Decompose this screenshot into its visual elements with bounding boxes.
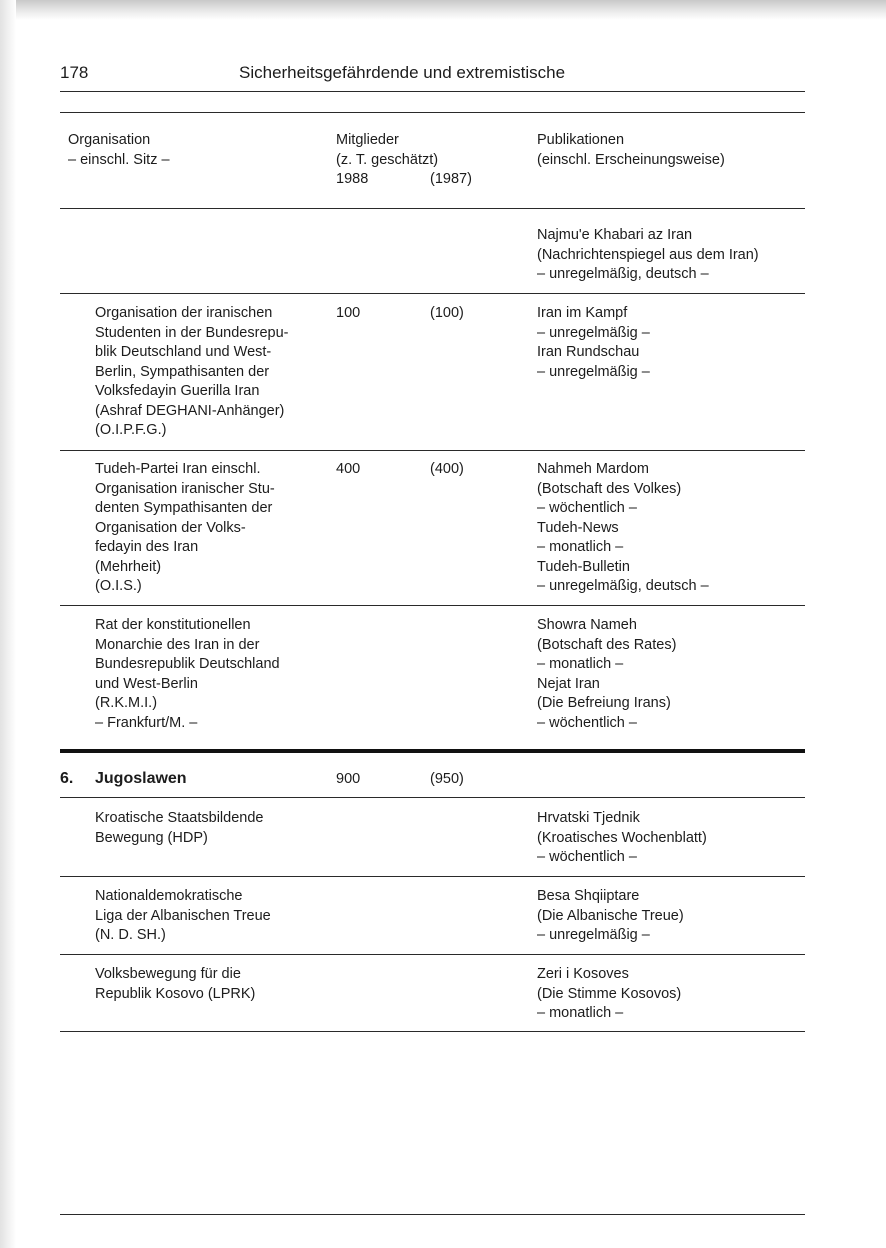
section-members-1988: 900: [336, 771, 361, 787]
running-title: Sicherheitsgefährdende und extremistische: [239, 63, 566, 82]
header-bottom-rule: [60, 208, 805, 209]
row-rule: [60, 450, 805, 451]
row-rule: [60, 605, 805, 606]
section-divider: [60, 749, 805, 753]
table-bottom-rule: [60, 1031, 805, 1032]
publication-cell: Zeri i Kosoves (Die Stimme Kosovos) – monatlich –: [537, 966, 682, 1021]
section-title: Jugoslawen: [95, 770, 187, 787]
page-number: 178: [60, 63, 89, 82]
members-1987-cell: (400): [430, 461, 464, 477]
members-1987-cell: (100): [430, 305, 464, 321]
organisation-cell: Rat der konstitutionellen Monarchie des Iran in der Bundesrepublik Deutschland und West-Berlin (R.K.M.I.) – Frankfurt/M. –: [95, 617, 280, 731]
publication-cell: Nahmeh Mardom (Botschaft des Volkes) – wöchentlich – Tudeh-News – monatlich – Tudeh-Bulletin – unregelmäßig, deutsch –: [537, 461, 709, 594]
organisation-cell: Tudeh-Partei Iran einschl. Organisation iranischer Stu- denten Sympathisanten der Organisation der Volks- fedayin des Iran (Mehrheit) (O.I.S.): [95, 461, 275, 594]
scan-left-shadow: [0, 0, 16, 1248]
row-rule: [60, 797, 805, 798]
publication-cell: Hrvatski Tjednik (Kroatisches Wochenblatt) – wöchentlich –: [537, 810, 707, 865]
col-header-year-1987: (1987): [430, 171, 472, 187]
table-top-rule: [60, 112, 805, 113]
publication-cell: Iran im Kampf – unregelmäßig – Iran Rundschau – unregelmäßig –: [537, 305, 650, 380]
organisation-cell: Nationaldemokratische Liga der Albanischen Treue (N. D. SH.): [95, 888, 271, 943]
col-header-year-1988: 1988: [336, 171, 369, 187]
row-rule: [60, 876, 805, 877]
footer-rule: [60, 1214, 805, 1215]
col-header-members: Mitglieder (z. T. geschätzt): [336, 132, 439, 168]
header-rule: [60, 91, 805, 92]
publication-cell: Showra Nameh (Botschaft des Rates) – monatlich – Nejat Iran (Die Befreiung Irans) – wöchentlich –: [537, 617, 677, 731]
row-rule: [60, 954, 805, 955]
organisation-cell: Volksbewegung für die Republik Kosovo (LPRK): [95, 966, 256, 1002]
organisation-cell: Kroatische Staatsbildende Bewegung (HDP): [95, 810, 264, 846]
publication-cell: Najmu'e Khabari az Iran (Nachrichtenspiegel aus dem Iran) – unregelmäßig, deutsch –: [537, 227, 759, 282]
scan-top-shadow: [0, 0, 886, 20]
members-1988-cell: 400: [336, 461, 361, 477]
publication-cell: Besa Shqiiptare (Die Albanische Treue) – unregelmäßig –: [537, 888, 684, 943]
section-members-1987: (950): [430, 771, 464, 787]
row-rule: [60, 293, 805, 294]
members-1988-cell: 100: [336, 305, 361, 321]
organisation-cell: Organisation der iranischen Studenten in der Bundesrepu- blik Deutschland und West- Berlin, Sympathisanten der Volksfedayin Guerilla Iran (Ashraf DEGHANI-Anhänger) (O.I.P.F.G.): [95, 305, 289, 438]
col-header-organisation: Organisation – einschl. Sitz –: [68, 132, 170, 168]
section-number: 6.: [60, 770, 74, 787]
col-header-publications: Publikationen (einschl. Erscheinungsweise): [537, 132, 725, 168]
